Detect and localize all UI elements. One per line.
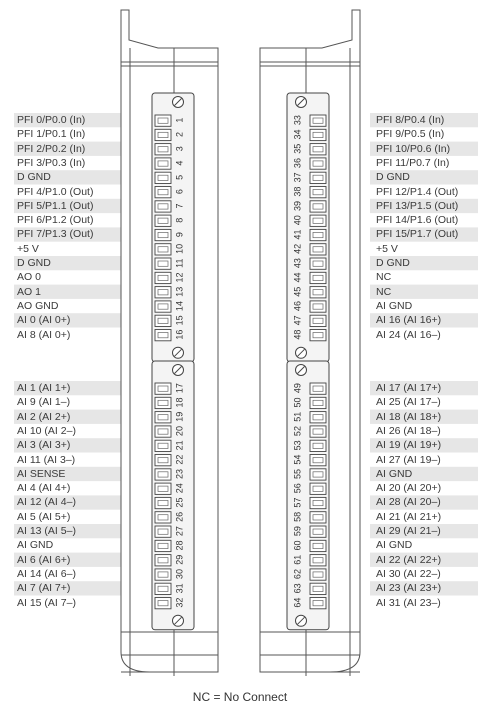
signal-label: AI GND: [376, 299, 413, 312]
terminal-slot: [310, 483, 326, 494]
signal-label: AI 16 (AI 16+): [376, 314, 442, 327]
signal-label: AI SENSE: [17, 467, 66, 480]
terminal-slot: [155, 187, 171, 198]
signal-label: AI 22 (AI 22+): [376, 553, 442, 566]
signal-label: AI 21 (AI 21+): [376, 510, 442, 523]
signal-label: AI 13 (AI 5–): [17, 525, 76, 537]
signal-label: +5 V: [17, 242, 39, 255]
signal-label: AI 0 (AI 0+): [17, 314, 71, 327]
terminal-slot: [310, 187, 326, 198]
pin-number: 63: [292, 583, 303, 594]
pin-number: 39: [292, 200, 303, 211]
pin-number: 38: [292, 186, 303, 197]
pin-number: 18: [174, 397, 185, 408]
terminal-slot: [310, 555, 326, 566]
pin-number: 47: [292, 315, 303, 326]
terminal-slot: [155, 412, 171, 423]
terminal-slot: [155, 330, 171, 341]
pin-number: 50: [292, 397, 303, 408]
pin-number: 20: [174, 426, 185, 437]
pin-number: 40: [292, 215, 303, 226]
pin-number: 12: [174, 272, 185, 283]
terminal-slot: [155, 215, 171, 226]
signal-label: PFI 15/P1.7 (Out): [376, 228, 459, 241]
pin-number: 36: [292, 158, 303, 169]
pin-number: 46: [292, 301, 303, 312]
pin-number: 61: [292, 554, 303, 565]
pin-number: 4: [174, 160, 185, 166]
signal-label: AI 4 (AI 4+): [17, 482, 71, 495]
signal-label: D GND: [376, 257, 410, 269]
signal-label: AI 6 (AI 6+): [17, 553, 71, 566]
pin-number: 5: [174, 174, 185, 180]
signal-label: AI 9 (AI 1–): [17, 396, 71, 409]
signal-label: AI 19 (AI 19+): [376, 439, 442, 452]
signal-label: AI 11 (AI 3–): [17, 453, 76, 466]
signal-label: PFI 12/P1.4 (Out): [376, 185, 459, 198]
pin-number: 51: [292, 411, 303, 422]
signal-label: AI 5 (AI 5+): [17, 510, 71, 523]
terminal-slot: [310, 258, 326, 269]
pin-number: 45: [292, 286, 303, 297]
signal-label: AI 15 (AI 7–): [17, 596, 76, 609]
terminal-slot: [155, 555, 171, 566]
pin-number: 3: [174, 146, 185, 152]
terminal-slot: [310, 244, 326, 255]
terminal-slot: [155, 115, 171, 126]
terminal-slot: [155, 469, 171, 480]
signal-label: PFI 1/P0.1 (In): [17, 128, 86, 141]
terminal-slot: [310, 315, 326, 326]
pin-number: 6: [174, 189, 185, 195]
pin-number: 30: [174, 569, 185, 580]
pin-number: 58: [292, 511, 303, 522]
pin-number: 7: [174, 203, 185, 209]
terminal-slot: [310, 129, 326, 140]
terminal-slot: [310, 497, 326, 508]
signal-label: AO GND: [17, 299, 59, 312]
terminal-slot: [155, 201, 171, 212]
terminal-slot: [310, 272, 326, 283]
pin-number: 56: [292, 483, 303, 494]
pin-number: 60: [292, 540, 303, 551]
signal-label: PFI 11/P0.7 (In): [376, 156, 450, 169]
terminal-slot: [310, 201, 326, 212]
pin-number: 31: [174, 583, 185, 594]
pin-number: 17: [174, 383, 185, 394]
pin-number: 15: [174, 315, 185, 326]
terminal-slot: [310, 115, 326, 126]
signal-label: D GND: [17, 171, 51, 184]
signal-label: AI 23 (AI 23+): [376, 582, 442, 595]
terminal-slot: [155, 512, 171, 523]
terminal-slot: [155, 315, 171, 326]
signal-label: AI 10 (AI 2–): [17, 424, 76, 437]
terminal-block: [287, 93, 329, 362]
terminal-slot: [155, 569, 171, 580]
legend-nc: NC = No Connect: [192, 690, 288, 704]
pin-number: 22: [174, 454, 185, 465]
terminal-slot: [310, 383, 326, 394]
pin-number: 55: [292, 468, 303, 479]
terminal-slot: [310, 229, 326, 240]
signal-label: PFI 7/P1.3 (Out): [17, 228, 94, 241]
signal-label: PFI 5/P1.1 (Out): [17, 199, 94, 212]
signal-label: PFI 2/P0.2 (In): [17, 142, 86, 155]
signal-label: PFI 13/P1.5 (Out): [376, 199, 459, 212]
pin-number: 33: [292, 115, 303, 126]
pin-number: 32: [174, 597, 185, 608]
pin-number: 64: [292, 597, 303, 608]
signal-label: AI 18 (AI 18+): [376, 410, 442, 423]
pin-number: 10: [174, 243, 185, 254]
signal-label: NC: [376, 285, 392, 298]
terminal-slot: [310, 598, 326, 609]
signal-label: AI 27 (AI 19–): [376, 453, 441, 466]
signal-label: AO 1: [17, 285, 41, 298]
terminal-slot: [310, 540, 326, 551]
pin-number: 25: [174, 497, 185, 508]
terminal-block: [287, 361, 329, 630]
signal-label: AI GND: [376, 539, 413, 552]
pin-number: 23: [174, 468, 185, 479]
signal-label: PFI 10/P0.6 (In): [376, 142, 451, 155]
signal-label: AI 17 (AI 17+): [376, 382, 442, 394]
signal-label: AI GND: [17, 539, 54, 552]
pin-number: 24: [174, 483, 185, 494]
signal-label: D GND: [376, 171, 410, 184]
terminal-slot: [310, 440, 326, 451]
signal-label: AI 8 (AI 0+): [17, 328, 71, 341]
pin-number: 2: [174, 131, 185, 137]
pin-number: 53: [292, 440, 303, 451]
terminal-slot: [310, 412, 326, 423]
pin-number: 8: [174, 217, 185, 223]
signal-label: PFI 4/P1.0 (Out): [17, 185, 94, 198]
terminal-slot: [155, 272, 171, 283]
signal-label: AI 20 (AI 20+): [376, 482, 442, 495]
terminal-slot: [310, 144, 326, 155]
terminal-slot: [155, 172, 171, 183]
pin-number: 19: [174, 411, 185, 422]
pin-number: 41: [292, 229, 303, 240]
terminal-slot: [155, 497, 171, 508]
terminal-slot: [310, 526, 326, 537]
signal-label: AI 2 (AI 2+): [17, 410, 71, 423]
terminal-slot: [155, 144, 171, 155]
signal-label: AI 3 (AI 3+): [17, 439, 71, 452]
signal-label: AI 29 (AI 21–): [376, 525, 441, 537]
terminal-slot: [155, 598, 171, 609]
pin-number: 28: [174, 540, 185, 551]
pin-number: 14: [174, 301, 185, 312]
terminal-slot: [155, 455, 171, 466]
signal-label: AI 24 (AI 16–): [376, 328, 441, 341]
pin-number: 35: [292, 143, 303, 154]
signal-label: AI 26 (AI 18–): [376, 424, 441, 437]
terminal-slot: [155, 440, 171, 451]
signal-label: AI GND: [376, 467, 413, 480]
signal-label: +5 V: [376, 242, 398, 255]
terminal-slot: [155, 158, 171, 169]
signal-label: AI 31 (AI 23–): [376, 596, 441, 609]
signal-label: PFI 6/P1.2 (Out): [17, 214, 94, 227]
signal-label: PFI 3/P0.3 (In): [17, 156, 86, 169]
signal-label: PFI 9/P0.5 (In): [376, 128, 445, 141]
terminal-slot: [310, 512, 326, 523]
terminal-slot: [155, 383, 171, 394]
pin-number: 13: [174, 286, 185, 297]
terminal-block: [152, 361, 194, 630]
terminal-slot: [310, 215, 326, 226]
pin-number: 52: [292, 426, 303, 437]
pin-number: 49: [292, 383, 303, 394]
terminal-slot: [155, 583, 171, 594]
signal-label: AI 30 (AI 22–): [376, 567, 441, 580]
signal-label: NC: [376, 271, 392, 284]
pin-number: 34: [292, 129, 303, 140]
pin-number: 21: [174, 440, 185, 451]
signal-label: AI 12 (AI 4–): [17, 496, 76, 509]
pin-number: 57: [292, 497, 303, 508]
terminal-slot: [155, 540, 171, 551]
pin-number: 26: [174, 511, 185, 522]
terminal-slot: [310, 455, 326, 466]
terminal-slot: [310, 287, 326, 298]
signal-label: AI 28 (AI 20–): [376, 496, 441, 509]
signal-label: D GND: [17, 257, 51, 269]
pin-number: 42: [292, 243, 303, 254]
pin-number: 59: [292, 526, 303, 537]
pin-number: 37: [292, 172, 303, 183]
signal-label: AO 0: [17, 271, 41, 284]
terminal-slot: [310, 397, 326, 408]
terminal-slot: [310, 583, 326, 594]
pin-number: 43: [292, 258, 303, 269]
terminal-slot: [155, 301, 171, 312]
signal-label: PFI 8/P0.4 (In): [376, 114, 445, 126]
pin-number: 9: [174, 232, 185, 238]
pin-number: 54: [292, 454, 303, 465]
terminal-slot: [155, 229, 171, 240]
terminal-slot: [310, 301, 326, 312]
terminal-slot: [155, 397, 171, 408]
pin-number: 29: [174, 554, 185, 565]
pin-number: 27: [174, 526, 185, 537]
terminal-slot: [310, 158, 326, 169]
pin-number: 62: [292, 569, 303, 580]
terminal-slot: [310, 426, 326, 437]
pin-number: 16: [174, 329, 185, 340]
signal-label: AI 25 (AI 17–): [376, 396, 441, 409]
terminal-slot: [310, 569, 326, 580]
signal-label: PFI 14/P1.6 (Out): [376, 214, 459, 227]
terminal-slot: [155, 287, 171, 298]
pin-number: 48: [292, 329, 303, 340]
terminal-slot: [155, 129, 171, 140]
signal-label: PFI 0/P0.0 (In): [17, 114, 86, 126]
terminal-slot: [310, 172, 326, 183]
terminal-slot: [310, 469, 326, 480]
signal-label: AI 7 (AI 7+): [17, 582, 71, 595]
terminal-slot: [310, 330, 326, 341]
pin-number: 44: [292, 272, 303, 283]
terminal-slot: [155, 526, 171, 537]
pin-number: 11: [174, 258, 185, 268]
terminal-slot: [155, 483, 171, 494]
terminal-slot: [155, 258, 171, 269]
terminal-slot: [155, 244, 171, 255]
pin-number: 1: [174, 117, 185, 123]
terminal-slot: [155, 426, 171, 437]
signal-label: AI 14 (AI 6–): [17, 567, 76, 580]
signal-label: AI 1 (AI 1+): [17, 382, 71, 394]
terminal-block: [152, 93, 194, 362]
